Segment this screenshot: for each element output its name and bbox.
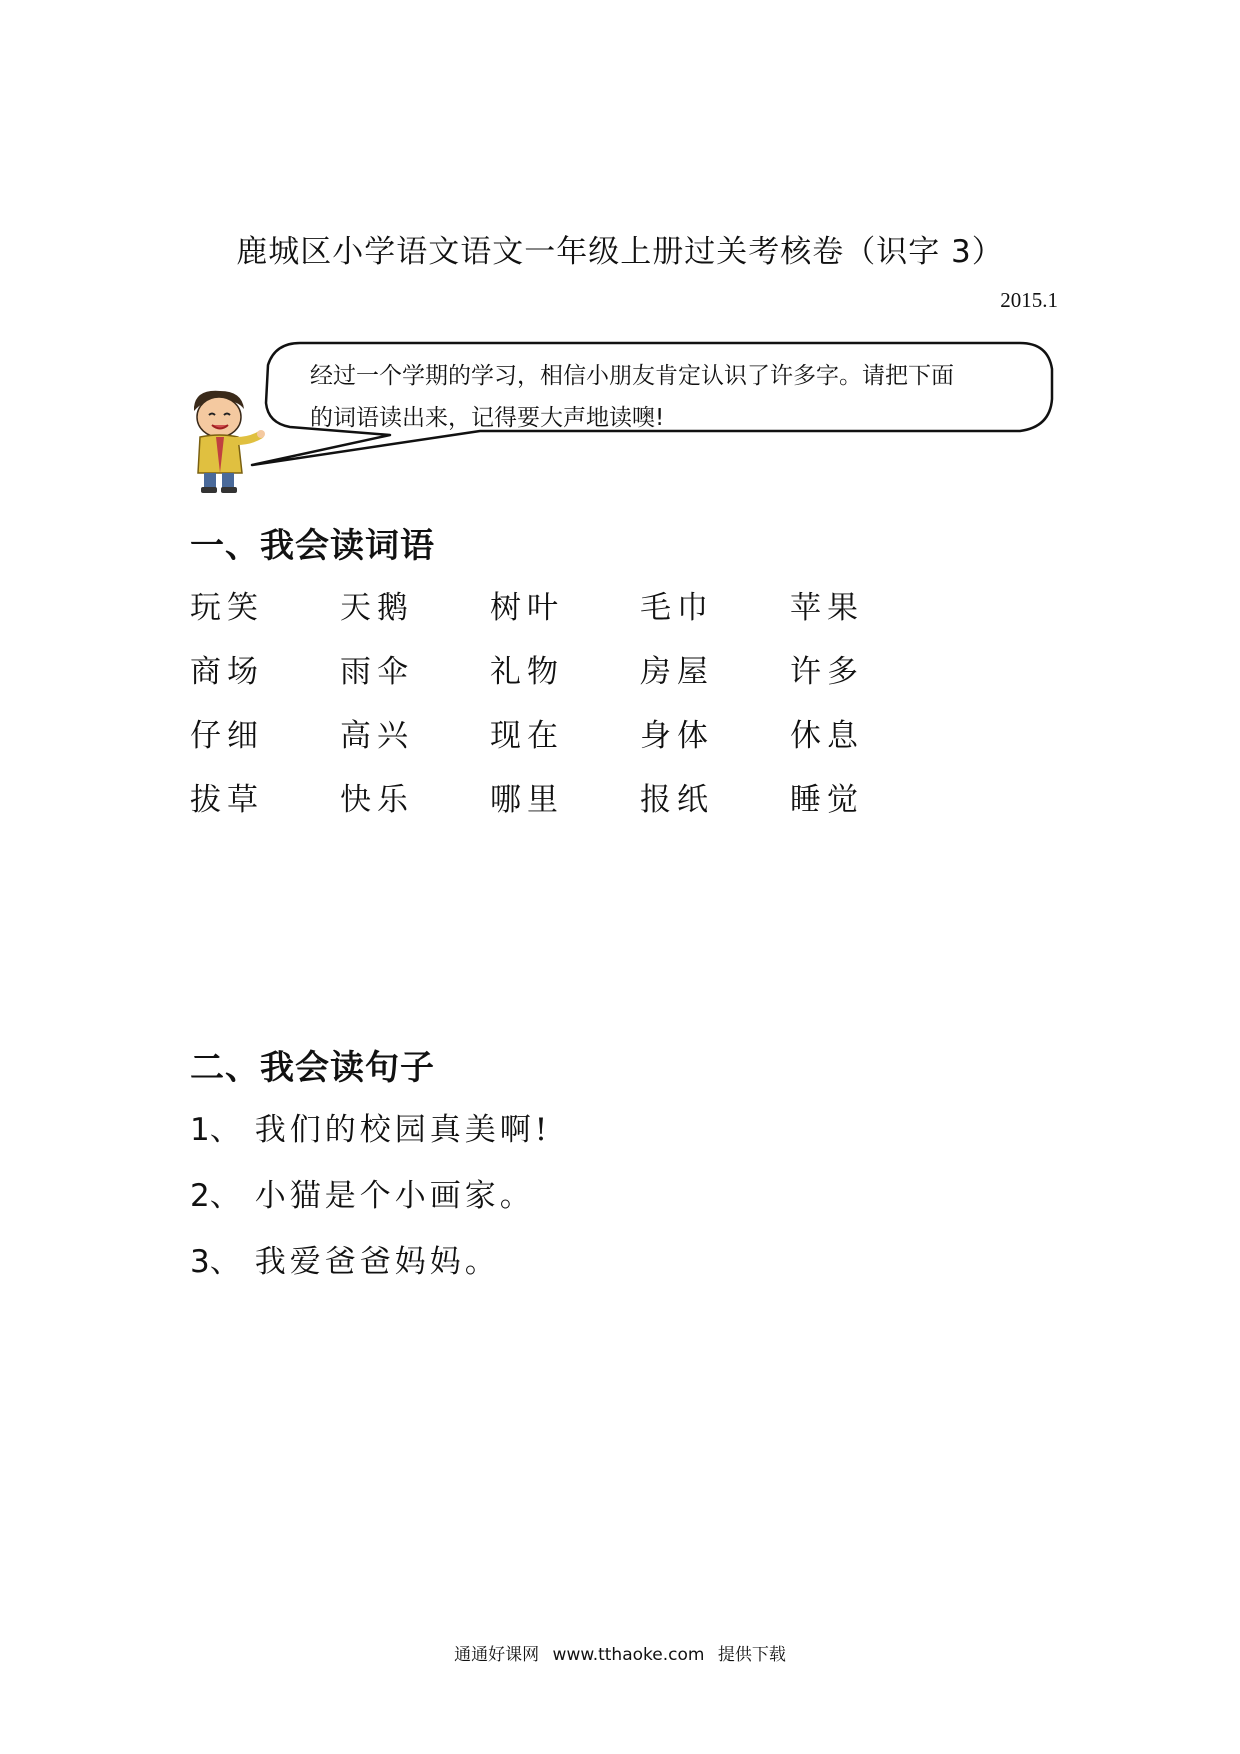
- footer-url[interactable]: www.tthaoke.com: [552, 1645, 705, 1665]
- footer-site-name: 通通好课网: [454, 1645, 540, 1665]
- word-item: 玩笑: [190, 590, 264, 626]
- sentence-list: [190, 1108, 551, 1306]
- sentence-item: [190, 1174, 551, 1240]
- intro-text: [310, 355, 1040, 439]
- cartoon-boy-icon: [176, 385, 266, 495]
- sentence-text: 我们的校园真美啊!: [254, 1112, 552, 1148]
- sentence-item: [190, 1108, 551, 1174]
- vocabulary-grid: [190, 582, 940, 838]
- page-footer: [0, 1640, 1240, 1665]
- word-item: 苹果: [790, 590, 864, 626]
- section-2-heading: 二、我会读句子: [190, 1048, 435, 1088]
- sentence-number: 2、: [190, 1178, 241, 1214]
- word-item: 睡觉: [790, 782, 864, 818]
- section-1-heading: 一、我会读词语: [190, 526, 435, 566]
- word-item: 房屋: [640, 654, 714, 690]
- word-item: 许多: [790, 654, 864, 690]
- word-item: 休息: [790, 718, 864, 754]
- word-item: 雨伞: [340, 654, 414, 690]
- sentence-item: [190, 1240, 551, 1306]
- word-item: 商场: [190, 654, 264, 690]
- exam-date: 2015.1: [1000, 288, 1058, 312]
- word-item: 拔草: [190, 782, 264, 818]
- intro-line-1: 经过一个学期的学习，相信小朋友肯定认识了许多字。请把下面: [310, 363, 954, 389]
- word-item: 报纸: [640, 782, 714, 818]
- sentence-number: 3、: [190, 1244, 241, 1280]
- word-item: 礼物: [490, 654, 564, 690]
- word-item: 现在: [490, 718, 564, 754]
- word-item: 树叶: [490, 590, 564, 626]
- sentence-number: 1、: [190, 1112, 241, 1148]
- word-item: 天鹅: [340, 590, 414, 626]
- page-title: 鹿城区小学语文语文一年级上册过关考核卷（识字 3）: [236, 234, 1004, 270]
- word-item: 高兴: [340, 718, 414, 754]
- word-item: 仔细: [190, 718, 264, 754]
- word-item: 快乐: [340, 782, 414, 818]
- intro-line-2: 的词语读出来，记得要大声地读噢!: [310, 405, 665, 431]
- word-item: 毛巾: [640, 590, 714, 626]
- sentence-text: 小猫是个小画家。: [254, 1178, 535, 1214]
- footer-note: 提供下载: [717, 1645, 786, 1665]
- word-item: 身体: [640, 718, 714, 754]
- sentence-text: 我爱爸爸妈妈。: [254, 1244, 500, 1280]
- word-item: 哪里: [490, 782, 564, 818]
